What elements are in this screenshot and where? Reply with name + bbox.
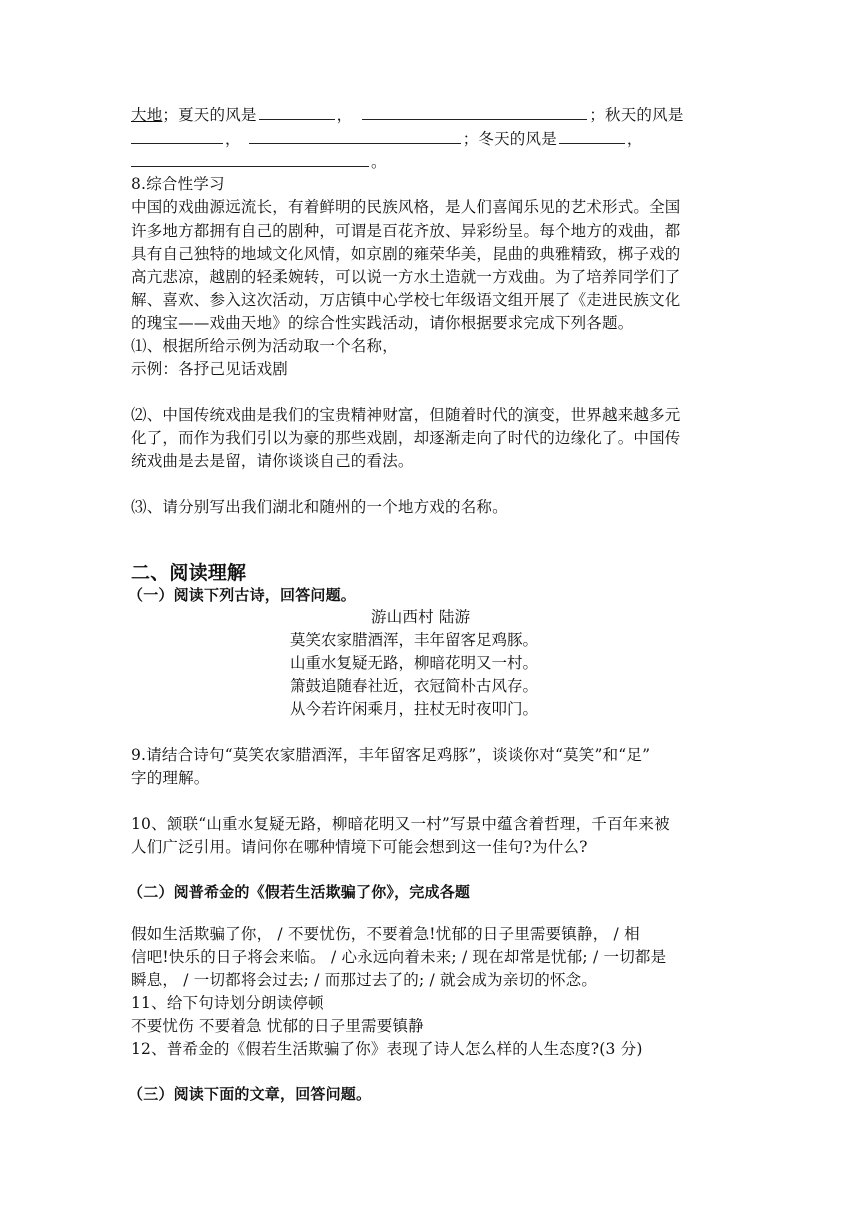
q8-para-line: 许多地方都拥有自己的剧种，可谓是百花齐放、异彩纷呈。每个地方的戏曲，都 (131, 222, 681, 240)
q8-sub3: ⑶、请分别写出我们湖北和随州的一个地方戏的名称。 (131, 498, 508, 516)
q9-line: 9.请结合诗句“莫笑农家腊酒浑，丰年留客足鸡豚”，谈谈你对“莫笑”和“足” (131, 746, 651, 764)
poem-line: 从今若许闲乘月，拄杖无时夜叩门。 (290, 700, 539, 718)
q11: 11、给下句诗划分朗读停顿 (131, 994, 324, 1012)
poem-line: 箫鼓追随春社近，衣冠简朴古风存。 (290, 677, 539, 695)
q11-line: 不要忧伤 不要着急 忧郁的日子里需要镇静 (131, 1017, 424, 1035)
blank[interactable] (559, 128, 625, 144)
q8-para-line: 高亢悲凉，越剧的轻柔婉转，可以说一方水土造就一方戏曲。为了培养同学们了 (131, 268, 681, 286)
q8-title: 8.综合性学习 (131, 175, 225, 193)
q8-sub2-line: ⑵、中国传统戏曲是我们的宝贵精神财富，但随着时代的演变，世界越来越多元 (131, 406, 681, 424)
poem-line: 山重水复疑无路，柳暗花明又一村。 (290, 654, 539, 672)
poem-line: 莫笑农家腊酒浑，丰年留客足鸡豚。 (290, 631, 539, 649)
part1-heading: （一）阅读下列古诗，回答问题。 (128, 586, 357, 604)
fill-line-1: 大地；夏天的风是 ， ；秋天的风是 (131, 106, 684, 124)
blank[interactable] (259, 104, 335, 120)
poem-title: 游山西村 陆游 (371, 608, 471, 626)
blank[interactable] (131, 128, 223, 144)
section-heading: 二、阅读理解 (131, 562, 247, 584)
q8-example: 示例：各抒己见话戏剧 (131, 360, 289, 378)
q8-sub2-line: 统戏曲是去是留，请你谈谈自己的看法。 (131, 452, 414, 470)
q8-para-line: 解、喜欢、参入这次活动，万店镇中心学校七年级语文组开展了《走进民族文化 (131, 291, 681, 309)
q8-para-line: 具有自己独特的地域文化风情，如京剧的雍荣华美，昆曲的典雅精致，梆子戏的 (131, 245, 681, 263)
blank[interactable] (131, 151, 369, 167)
poem2-line: 信吧!快乐的日子将会来临。 / 心永远向着未来; / 现在却常是忧郁; / 一切都是 (131, 948, 667, 966)
q8-para-line: 中国的戏曲源远流长，有着鲜明的民族风格，是人们喜闻乐见的艺术形式。全国 (131, 198, 681, 216)
q10-line: 人们广泛引用。请问你在哪种情境下可能会想到这一佳句?为什么? (131, 838, 588, 856)
part2-heading: （二）阅普希金的《假若生活欺骗了你》，完成各题 (128, 883, 471, 901)
fill-line-2: ， ；冬天的风是 ， (131, 128, 643, 151)
underlined-answer: 大地 (131, 106, 163, 124)
blank[interactable] (362, 104, 587, 120)
part3-heading: （三）阅读下面的文章，回答问题。 (128, 1085, 372, 1103)
fill-line-3: 。 (131, 151, 387, 174)
poem2-line: 假如生活欺骗了你， / 不要忧伤，不要着急!忧郁的日子里需要镇静， / 相 (131, 925, 640, 943)
blank[interactable] (249, 128, 461, 144)
q10-line: 10、颔联“山重水复疑无路，柳暗花明又一村”写景中蕴含着哲理，千百年来被 (131, 815, 670, 833)
poem2-line: 瞬息， / 一切都将会过去; / 而那过去了的; / 就会成为亲切的怀念。 (131, 971, 598, 989)
q8-sub2-line: 化了，而作为我们引以为豪的那些戏剧，却逐渐走向了时代的边缘化了。中国传 (131, 429, 681, 447)
q8-para-line: 的瑰宝——戏曲天地》的综合性实践活动，请你根据要求完成下列各题。 (131, 314, 634, 332)
q12: 12、普希金的《假若生活欺骗了你》表现了诗人怎么样的人生态度?(3 分) (131, 1040, 643, 1058)
q8-sub1: ⑴、根据所给示例为活动取一个名称， (131, 337, 398, 355)
q9-line: 字的理解。 (131, 769, 210, 787)
